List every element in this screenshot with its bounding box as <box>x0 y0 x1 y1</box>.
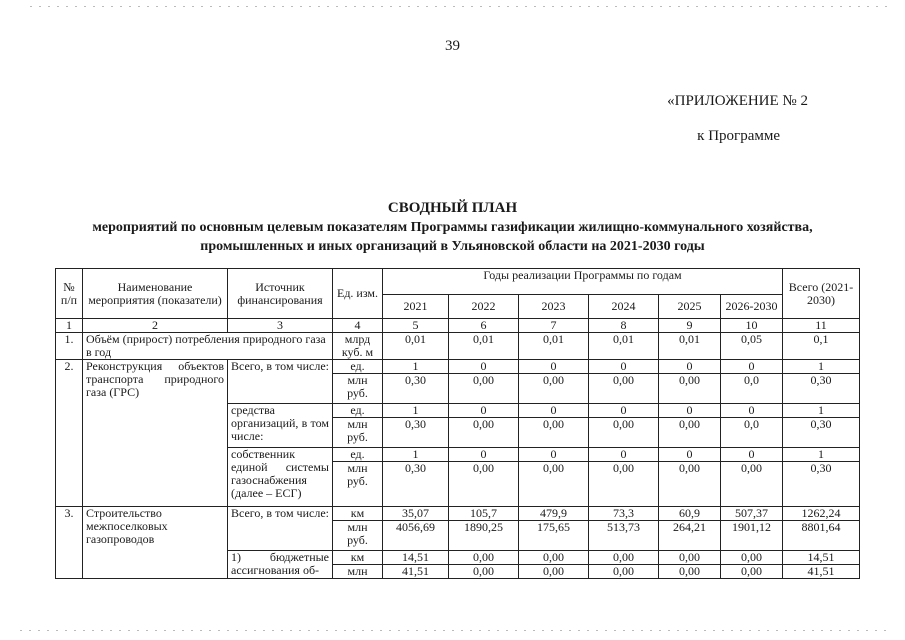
value-cell: 73,3 <box>589 507 659 521</box>
value-cell: 0,00 <box>659 418 721 448</box>
value-cell: 0 <box>659 448 721 462</box>
header-year: 2022 <box>449 295 519 319</box>
header-year: 2024 <box>589 295 659 319</box>
header-total: Всего (2021-2030) <box>783 269 860 319</box>
value-cell: 0,00 <box>589 418 659 448</box>
value-cell: 1890,25 <box>449 521 519 551</box>
summary-plan-table <box>55 268 860 579</box>
value-cell: 0 <box>449 360 519 374</box>
value-cell: 8801,64 <box>783 521 860 551</box>
table-row <box>56 333 860 360</box>
value-cell: 0 <box>659 360 721 374</box>
appendix-subtitle: к Программе <box>697 128 780 144</box>
value-cell: 479,9 <box>519 507 589 521</box>
value-cell: 0 <box>659 404 721 418</box>
value-cell: 0,00 <box>519 551 589 565</box>
value-cell: 0,00 <box>589 462 659 507</box>
column-number: 5 <box>383 319 449 333</box>
unit-cell: ед. <box>333 404 383 418</box>
column-number: 3 <box>228 319 333 333</box>
value-cell: 0,00 <box>659 462 721 507</box>
financing-source: Всего, в том числе: <box>228 507 333 551</box>
value-cell: 513,73 <box>589 521 659 551</box>
value-cell: 0,00 <box>589 551 659 565</box>
column-number: 10 <box>721 319 783 333</box>
header-year: 2025 <box>659 295 721 319</box>
subtitle-line-2: промышленных и иных организаций в Ульяновской области на 2021-2030 годы <box>200 239 705 254</box>
financing-source: собственник единой системы газоснабжения (далее – ЕСГ) <box>228 448 333 507</box>
value-cell: 1901,12 <box>721 521 783 551</box>
value-cell: 0 <box>589 360 659 374</box>
value-cell: 0,01 <box>449 333 519 360</box>
table-row <box>56 507 860 521</box>
value-cell: 0,30 <box>383 418 449 448</box>
unit-cell: млн <box>333 565 383 579</box>
value-cell: 0,00 <box>449 565 519 579</box>
document-subtitle <box>40 218 865 256</box>
unit-cell: ед. <box>333 360 383 374</box>
value-cell: 1 <box>383 360 449 374</box>
unit-cell: млн руб. <box>333 462 383 507</box>
value-cell: 0,30 <box>783 418 860 448</box>
header-unit: Ед. изм. <box>333 269 383 319</box>
header-name: Наименование мероприятия (показатели) <box>83 269 228 319</box>
measure-name: Строительство межпоселковых газопроводов <box>83 507 228 579</box>
column-number: 7 <box>519 319 589 333</box>
column-number: 1 <box>56 319 83 333</box>
value-cell: 0 <box>589 448 659 462</box>
document-title: СВОДНЫЙ ПЛАН <box>387 200 518 216</box>
page-number: 39 <box>445 38 460 54</box>
value-cell: 14,51 <box>783 551 860 565</box>
value-cell: 0,00 <box>519 374 589 404</box>
column-number: 6 <box>449 319 519 333</box>
value-cell: 0 <box>449 448 519 462</box>
column-number: 4 <box>333 319 383 333</box>
value-cell: 0,00 <box>519 462 589 507</box>
financing-source: средства организаций, в том числе: <box>228 404 333 448</box>
value-cell: 0,00 <box>659 374 721 404</box>
row-number: 3. <box>56 507 83 579</box>
value-cell: 0,30 <box>783 374 860 404</box>
column-number: 11 <box>783 319 860 333</box>
header-year: 2026-2030 <box>721 295 783 319</box>
value-cell: 0,00 <box>519 565 589 579</box>
value-cell: 0 <box>449 404 519 418</box>
financing-source: Всего, в том числе: <box>228 360 333 404</box>
header-year: 2021 <box>383 295 449 319</box>
value-cell: 35,07 <box>383 507 449 521</box>
value-cell: 1 <box>783 448 860 462</box>
header-source: Источник финансирования <box>228 269 333 319</box>
value-cell: 14,51 <box>383 551 449 565</box>
value-cell: 0,00 <box>449 418 519 448</box>
column-number: 9 <box>659 319 721 333</box>
value-cell: 0,00 <box>449 374 519 404</box>
value-cell: 0,0 <box>721 418 783 448</box>
value-cell: 0 <box>519 404 589 418</box>
value-cell: 1 <box>783 404 860 418</box>
value-cell: 0,30 <box>783 462 860 507</box>
value-cell: 0,01 <box>589 333 659 360</box>
unit-cell: км <box>333 551 383 565</box>
unit-cell: млн руб. <box>333 418 383 448</box>
measure-name: Объём (прирост) потребления природного газа в год <box>83 333 333 360</box>
value-cell: 41,51 <box>783 565 860 579</box>
measure-name: Реконструкция объектов транспорта природного газа (ГРС) <box>83 360 228 507</box>
value-cell: 1 <box>383 448 449 462</box>
value-cell: 0,00 <box>659 551 721 565</box>
value-cell: 41,51 <box>383 565 449 579</box>
value-cell: 0,00 <box>519 418 589 448</box>
unit-cell: млн руб. <box>333 374 383 404</box>
value-cell: 0,30 <box>383 462 449 507</box>
value-cell: 1 <box>783 360 860 374</box>
value-cell: 0 <box>589 404 659 418</box>
financing-source: 1) бюджетные ассигнования об- <box>228 551 333 579</box>
table-row <box>56 360 860 374</box>
value-cell: 0,30 <box>383 374 449 404</box>
value-cell: 0,01 <box>383 333 449 360</box>
header-years-group: Годы реализации Программы по годам <box>383 269 783 295</box>
unit-cell: млн руб. <box>333 521 383 551</box>
value-cell: 0,00 <box>589 374 659 404</box>
value-cell: 0,1 <box>783 333 860 360</box>
value-cell: 60,9 <box>659 507 721 521</box>
value-cell: 0,00 <box>721 462 783 507</box>
header-year: 2023 <box>519 295 589 319</box>
value-cell: 0,00 <box>659 565 721 579</box>
value-cell: 264,21 <box>659 521 721 551</box>
value-cell: 0,05 <box>721 333 783 360</box>
value-cell: 4056,69 <box>383 521 449 551</box>
value-cell: 0,01 <box>659 333 721 360</box>
row-number: 2. <box>56 360 83 507</box>
value-cell: 1262,24 <box>783 507 860 521</box>
value-cell: 0,00 <box>721 551 783 565</box>
subtitle-line-1: мероприятий по основным целевым показателям Программы газификации жилищно-коммунального хозяйства, <box>92 220 813 235</box>
value-cell: 0,01 <box>519 333 589 360</box>
appendix-title: «ПРИЛОЖЕНИЕ № 2 <box>667 93 808 109</box>
value-cell: 0 <box>519 360 589 374</box>
value-cell: 0 <box>721 360 783 374</box>
value-cell: 0,00 <box>449 462 519 507</box>
unit-cell: ед. <box>333 448 383 462</box>
column-number: 2 <box>83 319 228 333</box>
value-cell: 507,37 <box>721 507 783 521</box>
row-number: 1. <box>56 333 83 360</box>
column-number: 8 <box>589 319 659 333</box>
value-cell: 0,00 <box>449 551 519 565</box>
value-cell: 105,7 <box>449 507 519 521</box>
value-cell: 1 <box>383 404 449 418</box>
value-cell: 0,00 <box>721 565 783 579</box>
value-cell: 0 <box>721 404 783 418</box>
value-cell: 0 <box>721 448 783 462</box>
value-cell: 175,65 <box>519 521 589 551</box>
value-cell: 0 <box>519 448 589 462</box>
value-cell: 0,0 <box>721 374 783 404</box>
value-cell: 0,00 <box>589 565 659 579</box>
unit-cell: км <box>333 507 383 521</box>
header-num: № п/п <box>56 269 83 319</box>
unit-cell: млрд куб. м <box>333 333 383 360</box>
